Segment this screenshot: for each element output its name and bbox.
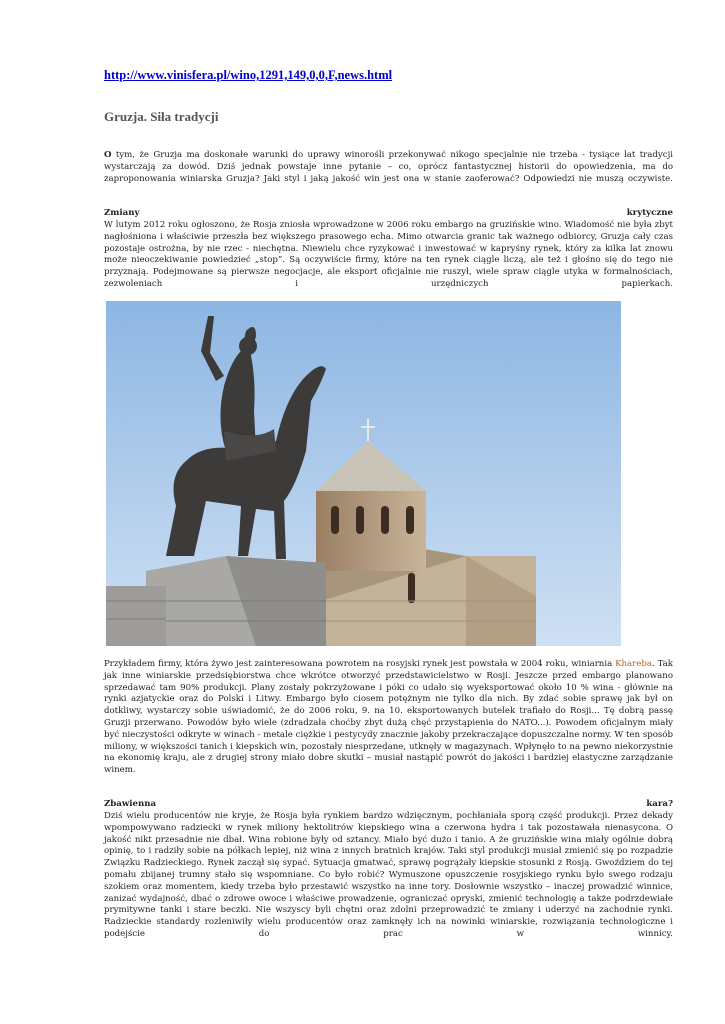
section2-text-b: . Tak jak inne winiarskie przedsiębiorstwa chce wkrótce otworzyć przedstawicielstwo w Rosji. Jeszcze przed embargo planowano sprzedawać tam 90% produkcji. Plany zostały pokrzyżowane i póki co udało się wyeksportować około 10 % wina - głównie na rynki azjatyckie oraz do Polski i Litwy. Embargo było ciosem potężnym nie tylko dla nich. By zdać sobie sprawę jak był on dotkliwy, wystarczy sobie uświadomić, że do 2006 roku, 9. na 10. eksportowanych butelek trafiało do Rosji... Tę dobrą passę Gruzji przerwano. Powodów było wiele (zdradzała choćby zbyt dużą chęć przystąpienia do NATO...). Powodem oficjalnym miały być nieczystości odkryte w winach - metale ciężkie i pestycydy znacznie jakoby przekraczające dopuszczalne normy. W ten sposób miliony, w większości tanich i kiepskich win, pozostały niesprzedane, utknęły w magazynach. Wpłynęło to na pewno niekorzystnie na ekonomię kraju, ale z drugiej strony miało dobre skutki – musiał nastąpić powrót do jakości i bardziej elastyczne zarządzanie winem. [104,659,674,776]
section2-paragraph [104,659,673,777]
photo-illustration [106,301,621,646]
section2-text-a: Przykładem firmy, która żywo jest zainteresowana powrotem na rosyjski rynek jest powstała w 2004 roku, winiarnia [104,659,616,669]
khareba-link[interactable]: Khareba [615,659,652,669]
section3-heading-left: Zbawienna [104,799,157,809]
intro-dropcap: O [104,150,112,160]
section1-heading-left: Zmiany [104,208,140,218]
section1-paragraph: W lutym 2012 roku ogłoszono, że Rosja zniosła wprowadzone w 2006 roku embargo na gruzińskie wino. Wiadomość nie była zbyt nagłośniona i właściwie przeszła bez większego prasowego echa. Mimo otwarcia granic tak ważnego odbiorcy, Gruzja cały czas pozostaje ostrożna, by nie rzec - niechętna. Niewielu chce ryzykować i inwestować w kapryśny rynek, który za kilka lat znowu może nieoczekiwanie powiedzieć „stop”. Są oczywiście firmy, które na ten rynek ciągle liczą, ale też i głośno się do tego nie przyznają. Podejmowane są pierwsze negocjacje, ale eksport oficjalnie nie ruszył, wiele spraw ciągle utyka w formalnościach, zezwoleniach i urzędniczych papierkach. [104,220,673,289]
article-title: Gruzja. Siła tradycji [104,109,219,124]
intro-text: tym, że Gruzja ma doskonałe warunki do uprawy winorośli przekonywać nikogo specjalnie nie trzeba - tysiące lat tradycji wystarczają za dowód. Dziś jednak powstaje inne pytanie – co, oprócz fantastycznej historii do opowiedzenia, ma do zaproponowania winiarska Gruzja? Jaki styl i jaką jakość win jest ona w stanie zaoferować? Odpowiedzi nie muszą oczywiste. [104,150,673,184]
section3-heading [104,799,673,811]
source-url-link[interactable]: http://www.vinisfera.pl/wino,1291,149,0,0,F,news.html [104,68,393,82]
intro-paragraph [104,150,673,185]
section1-heading [104,208,673,220]
section1-heading-right: krytyczne [626,208,673,218]
section3-heading-right: kara? [646,799,673,809]
section3-paragraph: Dziś wielu producentów nie kryje, że Rosja była rynkiem bardzo wdzięcznym, pochłaniała sporą część produkcji. Przez dekady wpompowywano radziecki w rynek miliony hektolitrów kiepskiego wina a czerwona hydra i tak pozostawała nienasycona. O jakość nikt przesadnie nie dbał. Wina robione były od sztancy. Miało być dużo i tanio. A że gruzińskie wina miały ogólnie dobrą opinię, to i radziły sobie na półkach lepiej, niż wina z innych bratnich krajów. Taki styl produkcji musiał zmienić się po rozpadzie Związku Radzieckiego. Rynek zaczął się sypać. Sytuacja gmatwać, sprawę pogrążały kiepskie stosunki z Rosją. Gwoździem do tej pomału zbijanej trumny stało się wspomniane. Co było robić? Wymuszone opuszczenie rosyjskiego rynku było swego rodzaju szokiem oraz momentem, kiedy trzeba było przestawić wszystko na inne tory. Dosłownie wszystko – inaczej prowadzić winnice, zanizać wydajność, dbać o zdrowe owoce i właściwe prowadzenie, ograniczać opryski, zmienić technologię a także podrzdewiałe prymitywne tanki i stare beczki. Nie wszyscy byli chętni oraz zdolni przeprowadzić te zmiany i uderzyć na zachodnie rynki. Radzieckie standardy rozleniwiły wielu producentów oraz zamknęły ich na nowinki winiarskie, rozwiązania technologiczne i podejście do prac w winnicy. [104,811,673,939]
statue-church-photo [106,301,621,646]
